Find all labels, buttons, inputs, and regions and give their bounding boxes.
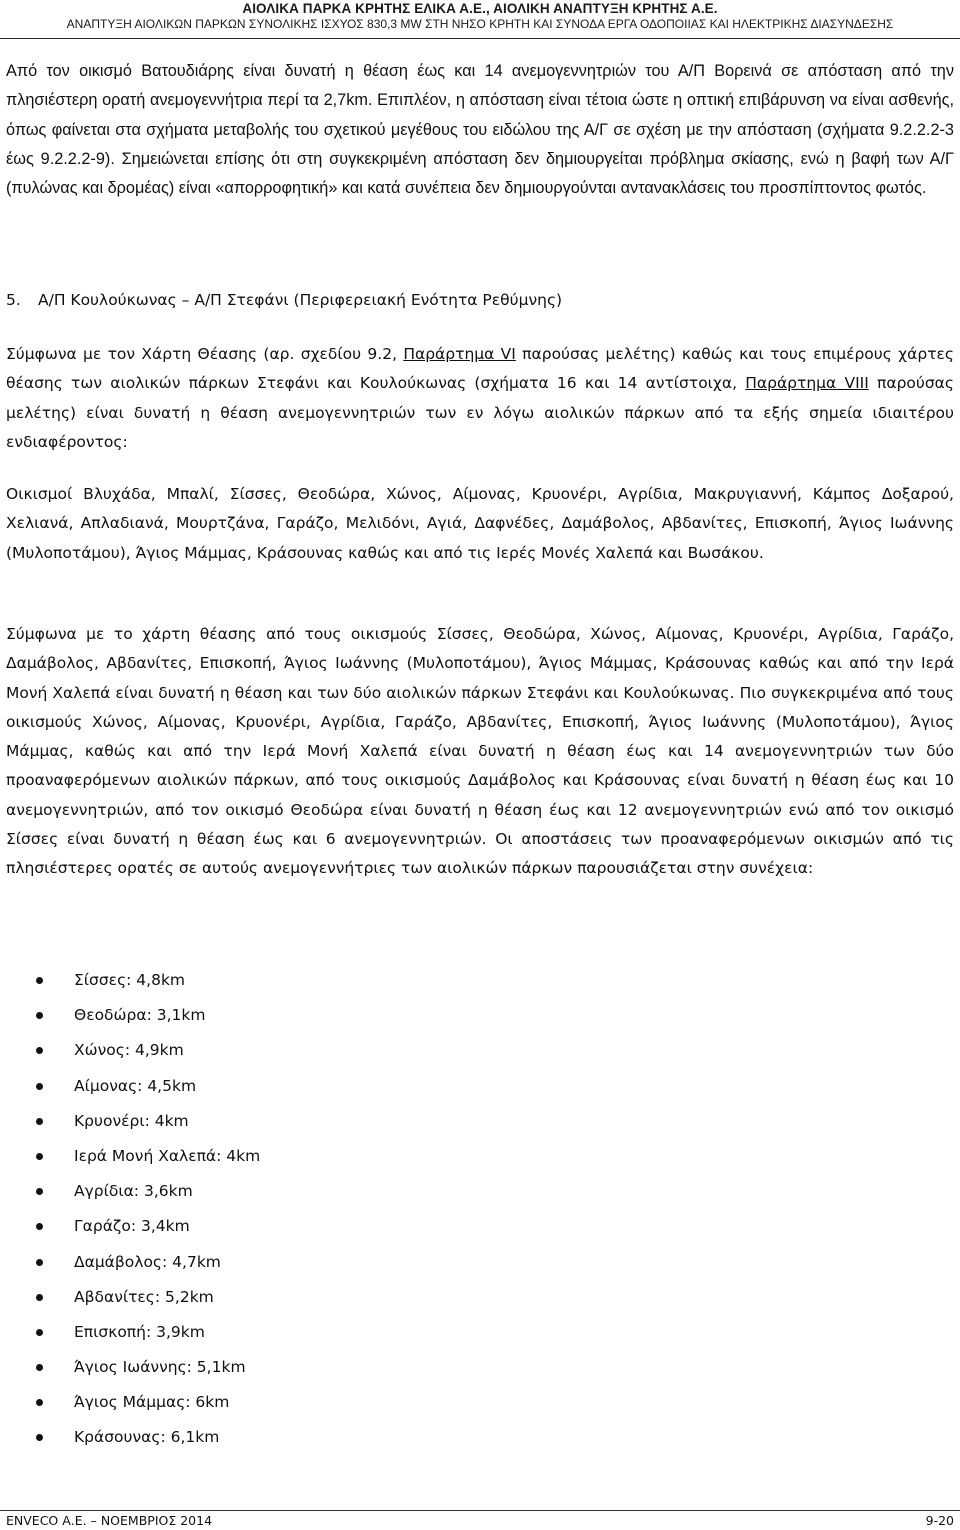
header-subtitle: ΑΝΑΠΤΥΞΗ ΑΙΟΛΙΚΩΝ ΠΑΡΚΩΝ ΣΥΝΟΛΙΚΗΣ ΙΣΧΥΟΣ 830,3 MW ΣΤΗ ΝΗΣΟ ΚΡΗΤΗ ΚΑΙ ΣΥΝΟΔΑ ΕΡΓΑ ΟΔΟΠΟΙΙΑΣ ΚΑΙ ΗΛΕΚΤΡΙΚΗΣ ΔΙΑΣΥΝΔΕΣΗΣ — [66, 17, 894, 31]
list-item-text: Επισκοπή: 3,9km — [74, 1322, 205, 1341]
bullet-icon — [36, 1153, 43, 1160]
page-number: 9-20 — [925, 1513, 954, 1528]
paragraph-text: παρούσας μελέτης) καθώς και τους επιμέρους χάρτες θέασης των αιολικών πάρκων Στεφάνι και Κουλούκωνας (σχήματα 16 και 14 αντίστοιχα, — [6, 345, 954, 393]
list-item — [0, 1385, 260, 1420]
list-item — [0, 1245, 260, 1280]
bullet-icon — [36, 1083, 43, 1090]
list-item-text: Δαμάβολος: 4,7km — [74, 1252, 221, 1271]
list-item — [0, 1209, 260, 1244]
bullet-icon — [36, 1399, 43, 1406]
bullet-icon — [36, 977, 43, 984]
footer-company-date: ENVECO Α.Ε. – ΝΟΕΜΒΡΙΟΣ 2014 — [6, 1513, 213, 1528]
list-item-text: Κρυονέρι: 4km — [74, 1111, 189, 1130]
page-header — [0, 0, 960, 38]
list-item — [0, 998, 260, 1033]
footer-divider — [0, 1510, 960, 1511]
list-item — [0, 1420, 260, 1455]
list-item — [0, 1174, 260, 1209]
list-item-text: Άγιος Μάμμας: 6km — [74, 1393, 230, 1412]
list-item-text: Αγρίδια: 3,6km — [74, 1182, 193, 1201]
bullet-icon — [36, 1294, 43, 1301]
paragraph-visibility-map — [6, 340, 954, 457]
list-item-text: Θεοδώρα: 3,1km — [74, 1006, 206, 1025]
list-item-text: Αίμονας: 4,5km — [74, 1076, 197, 1095]
paragraph-text: Σύμφωνα με τον Χάρτη Θέασης (αρ. σχεδίου 9.2, — [6, 345, 404, 363]
paragraph-settlements: Οικισμοί Βλυχάδα, Μπαλί, Σίσσες, Θεοδώρα, Χώνος, Αίμονας, Κρυονέρι, Αγρίδια, Μακρυγιαννή, Κάμπος Δοξαρού, Χελιανά, Απλαδιανά, Μουρτζάνα, Γαράζο, Μελιδόνι, Αγιά, Δαφνέδες, Δαμάβολος, Αβδανίτες, Επισκοπή, Άγιος Ιωάννης (Μυλοποτάμου), Άγιος Μάμμας, Κράσουνας καθώς και από τις Ιερές Μονές Χαλεπά και Βωσάκου. — [6, 485, 954, 562]
bullet-icon — [36, 1223, 43, 1230]
appendix-viii-link[interactable]: Παράρτημα VIII — [745, 374, 869, 393]
bullet-icon — [36, 1188, 43, 1195]
list-item — [0, 1033, 260, 1068]
paragraph-text: παρούσας μελέτης) είναι δυνατή η θέαση ανεμογεννητριών των εν λόγω αιολικών πάρκων από τα εξής σημεία ιδιαιτέρου ενδιαφέροντος: — [6, 374, 954, 451]
list-item-text: Κράσουνας: 6,1km — [74, 1428, 220, 1447]
list-item — [0, 1350, 260, 1385]
list-item — [0, 1069, 260, 1104]
list-item-text: Άγιος Ιωάννης: 5,1km — [74, 1358, 246, 1377]
header-divider — [0, 38, 960, 39]
list-item-text: Χώνος: 4,9km — [74, 1041, 184, 1060]
bullet-icon — [36, 1364, 43, 1371]
list-item — [0, 1280, 260, 1315]
distance-list — [0, 963, 260, 1456]
header-title: ΑΙΟΛΙΚΑ ΠΑΡΚΑ ΚΡΗΤΗΣ ΕΛΙΚΑ Α.Ε., ΑΙΟΛΙΚΗ ΑΝΑΠΤΥΞΗ ΚΡΗΤΗΣ Α.Ε. — [242, 1, 718, 16]
section-title: Α/Π Κουλούκωνας – Α/Π Στεφάνι (Περιφερειακή Ενότητα Ρεθύμνης) — [38, 291, 563, 309]
bullet-icon — [36, 1434, 43, 1441]
list-item — [0, 963, 260, 998]
list-item-text: Αβδανίτες: 5,2km — [74, 1287, 214, 1306]
bullet-icon — [36, 1118, 43, 1125]
paragraph-visibility-details: Σύμφωνα με το χάρτη θέασης από τους οικισμούς Σίσσες, Θεοδώρα, Χώνος, Αίμονας, Κρυονέρι, Αγρίδια, Γαράζο, Δαμάβολος, Αβδανίτες, Επισκοπή, Άγιος Ιωάννης (Μυλοποτάμου), Άγιος Μάμμας, Κράσουνας καθώς και από την Ιερά Μονή Χαλεπά είναι δυνατή η θέαση και των δύο αιολικών πάρκων Στεφάνι και Κουλούκωνας. Πιο συγκεκριμένα από τους οικισμούς Χώνος, Αίμονας, Κρυονέρι, Αγρίδια, Γαράζο, Αβδανίτες, Επισκοπή, Άγιος Ιωάννης (Μυλοποτάμου), Άγιος Μάμμας, καθώς και από την Ιερά Μονή Χαλεπά είναι δυνατή η θέαση έως και 14 ανεμογεννητριών των δύο προαναφερόμενων αιολικών πάρκων, από τους οικισμούς Δαμάβολος και Κράσουνας είναι δυνατή η θέαση έως και 10 ανεμογεννητριών, από τον οικισμό Θεοδώρα είναι δυνατή η θέαση έως και 12 ανεμογεννητριών ενώ από τον οικισμό Σίσσες είναι δυνατή η θέαση έως και 6 ανεμογεννητριών. Οι αποστάσεις των προαναφερόμενων οικισμών από τις πλησιέστερες ορατές σε αυτούς ανεμογεννήτριες των αιολικών πάρκων παρουσιάζεται στην συνέχεια: — [6, 625, 954, 878]
paragraph-vatoudiaris: Από τον οικισμό Βατουδιάρης είναι δυνατή η θέαση έως και 14 ανεμογεννητριών του Α/Π Βορεινά σε απόσταση από την πλησιέστερη ορατή ανεμογεννήτρια περί τα 2,7km. Επιπλέον, η απόσταση είναι τέτοια ώστε η οπτική επιβάρυνση να είναι ασθενής, όπως φαίνεται στα σχήματα μεταβολής του σχετικού μεγέθους του ειδώλου της Α/Γ σε σχέση με την απόσταση (σχήματα 9.2.2.2-3 έως 9.2.2.2-9). Σημειώνεται επίσης ότι στη συγκεκριμένη απόσταση δεν δημιουργείται πρόβλημα σκίασης, ενώ η βαφή των Α/Γ (πυλώνας και δρομέας) είναι «απορροφητική» και κατά συνέπεια δεν δημιουργούνται αντανακλάσεις του προσπίπτοντος φωτός. — [6, 62, 954, 198]
bullet-icon — [36, 1012, 43, 1019]
list-item-text: Σίσσες: 4,8km — [74, 971, 186, 989]
list-item — [0, 1104, 260, 1139]
section-heading — [6, 286, 954, 315]
list-item — [0, 1315, 260, 1350]
bullet-icon — [36, 1329, 43, 1336]
appendix-vi-link[interactable]: Παράρτημα VI — [403, 345, 516, 363]
list-item-text: Γαράζο: 3,4km — [74, 1217, 190, 1236]
section-number: 5. — [6, 291, 21, 309]
list-item — [0, 1139, 260, 1174]
list-item-text: Ιερά Μονή Χαλεπά: 4km — [74, 1146, 261, 1165]
bullet-icon — [36, 1259, 43, 1266]
bullet-icon — [36, 1047, 43, 1054]
